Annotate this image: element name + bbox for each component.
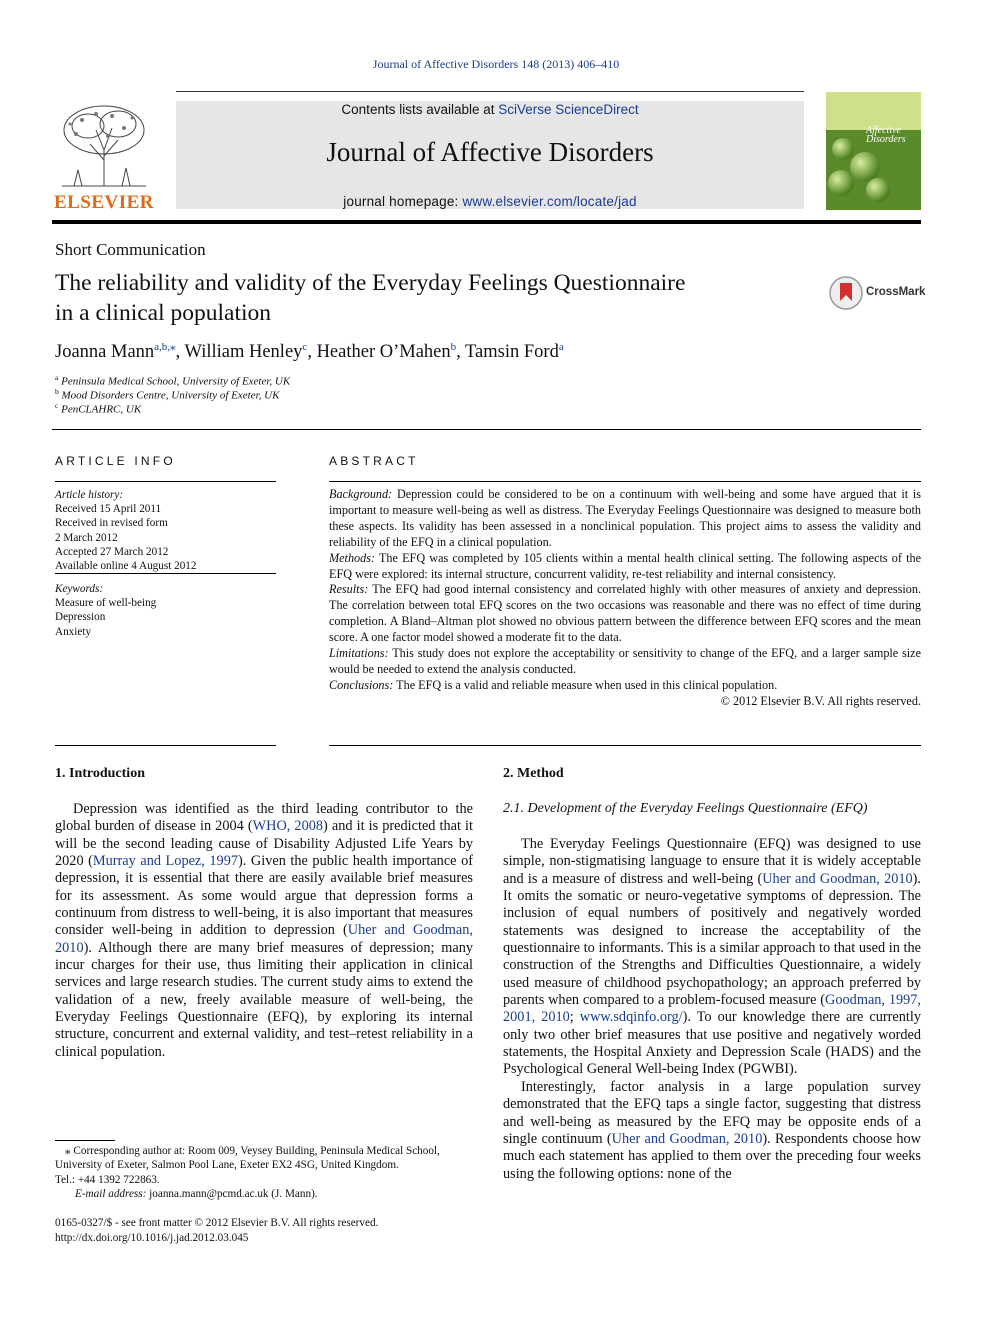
abstract-heading: ABSTRACT [329, 454, 419, 468]
body-text: ). Respondents choose how much each statement has applied to them over the preceding four weeks using the following options: none of the [503, 1130, 921, 1182]
journal-cover[interactable] [826, 92, 921, 210]
journal-citation[interactable]: Journal of Affective Disorders 148 (2013) 406–410 [372, 57, 620, 71]
reference-link[interactable]: WHO, 2008 [252, 818, 324, 835]
keyword[interactable]: Anxiety [55, 625, 92, 638]
abstract-label: Conclusions: [329, 677, 394, 692]
history-item: Available online 4 August 2012 [55, 560, 197, 573]
method-body [503, 836, 921, 1183]
history-item: Received in revised form [55, 517, 168, 530]
email-line [55, 1187, 473, 1201]
telephone: Tel.: +44 1392 722863. [55, 1173, 160, 1186]
homepage-link[interactable]: www.elsevier.com/locate/jad [462, 194, 637, 209]
abstract-text: This study does not explore the acceptability or sensitivity to change of the EFQ, and a larger sample size would be needed to extend the analysis conducted. [329, 646, 922, 676]
reference-link[interactable]: Uher and Goodman, 2010 [762, 870, 913, 887]
abstract-text: The EFQ had good internal consistency and correlated highly with other measures of anxiety and depression. The correlation between total EFQ scores on the two occasions was reasonable and there was no effect of time during completion. A Bland–Altman plot showed no obvious pattern between the difference between EFQ scores and the mean score. A one factor model showed a moderate fit to the data. [329, 582, 921, 645]
author-affiliation-mark[interactable]: a,b, [154, 341, 171, 353]
author-affiliation-mark[interactable]: a [558, 341, 564, 353]
author-name[interactable]: Joanna Mann [55, 342, 155, 363]
affiliation [55, 401, 141, 416]
article-info-bottom-rule [55, 745, 276, 746]
article-info-rule [55, 481, 276, 482]
homepage-prefix: journal homepage: [343, 194, 463, 209]
crossmark-label: CrossMark [866, 286, 926, 298]
abstract-results [329, 582, 921, 646]
affiliation-key: b [55, 387, 59, 396]
body-text: ). To our knowledge there are currently only two other brief measures that use positive and negatively worded statements, the Hospital Anxiety and Depression Scale (HADS) and the Psychological General Well-being Index (PGWBI). [503, 1009, 921, 1078]
email-label: E-mail address: [75, 1187, 147, 1200]
abstract-label: Methods: [329, 550, 376, 565]
cover-sphere [866, 178, 890, 202]
article-history [55, 488, 196, 573]
introduction-paragraph [55, 801, 473, 1061]
keyword[interactable]: Measure of well-being [55, 597, 157, 610]
elsevier-wordmark: ELSEVIER [53, 192, 155, 213]
body-text: ) and it is predicted that it will be the second leading cause of Disability Adjusted Life Years by 2020 ( [55, 818, 473, 870]
keywords-block [55, 582, 156, 639]
history-label: Article history: [55, 489, 124, 501]
affiliation [55, 387, 279, 402]
author-name[interactable]: William Henley [184, 342, 303, 363]
reference-link[interactable]: Uher and Goodman, 2010 [611, 1130, 763, 1147]
crossmark-icon [828, 275, 864, 311]
sdqinfo-link[interactable]: www.sdqinfo.org/ [579, 1009, 683, 1026]
body-text: ; [569, 1009, 580, 1026]
article-type: Short Communication [55, 240, 206, 259]
sciencedirect-link[interactable]: SciVerse ScienceDirect [498, 102, 639, 117]
author-affiliation-mark[interactable]: b [450, 341, 457, 353]
footnote-rule [55, 1140, 115, 1141]
contents-prefix: Contents lists available at [341, 102, 499, 117]
author-name[interactable]: Heather O’Mahen [316, 342, 451, 363]
article-title [55, 268, 815, 328]
corresponding-author: ⁎ Corresponding author at: Room 009, Veysey Building, Peninsula Medical School, University of Exeter, Salmon Pool Lane, Exeter EX2 4SG, United Kingdom. [55, 1145, 440, 1172]
abstract-rule [329, 481, 921, 482]
abstract-text: The EFQ was completed by 105 clients within a mental health clinical setting. The following aspects of the EFQ were explored: its internal structure, concurrent validity, re-test reliability and internal consistency. [329, 550, 921, 581]
section-heading-method: 2. Method [503, 766, 564, 781]
author-name[interactable]: Tamsin Ford [465, 342, 559, 363]
abstract-copyright: © 2012 Elsevier B.V. All rights reserved. [720, 693, 921, 708]
homepage-line [176, 194, 804, 209]
abstract-label: Limitations: [329, 646, 389, 661]
abstract-limitations [329, 646, 921, 678]
history-item: 2 March 2012 [55, 531, 118, 544]
header-thick-rule [52, 220, 921, 224]
elsevier-logo[interactable] [52, 100, 156, 212]
abstract-body [329, 487, 921, 710]
cover-sphere [832, 138, 854, 160]
email-address[interactable]: joanna.mann@pcmd.ac.uk (J. Mann). [146, 1187, 318, 1200]
method-paragraph [503, 836, 921, 1079]
journal-name: Journal of Affective Disorders [326, 137, 654, 167]
doi-link[interactable]: http://dx.doi.org/10.1016/j.jad.2012.03.045 [55, 1231, 249, 1244]
section-heading-introduction: 1. Introduction [55, 766, 145, 781]
contents-line [176, 102, 804, 117]
footnote [55, 1144, 473, 1201]
subsection-heading: 2.1. Development of the Everyday Feelings Questionnaire (EFQ) [503, 801, 868, 816]
affiliation-key: c [55, 401, 59, 410]
introduction-body [55, 801, 473, 1061]
page-footer [55, 1216, 378, 1245]
reference-link[interactable]: Goodman, 1997, 2001, 2010 [503, 992, 921, 1026]
reference-link[interactable]: Murray and Lopez, 1997 [92, 853, 239, 870]
cover-sphere [828, 170, 854, 196]
corresponding-mark[interactable]: ⁎ [170, 341, 176, 353]
affiliation-text: PenCLAHRC, UK [61, 403, 142, 416]
reference-link[interactable]: Uher and Goodman, 2010 [55, 922, 473, 956]
body-text: The Everyday Feelings Questionnaire (EFQ) was designed to use simple, non-stigmatising language to ensure that it is widely acceptable and is a measure of distress and well-being ( [503, 836, 921, 887]
crossmark-badge[interactable] [828, 275, 928, 311]
tree-logo-icon [52, 100, 156, 188]
body-text: Interestingly, factor analysis in a large population survey demonstrated that the EFQ taps a single factor, suggesting that distress and well-being as measured by the EFQ may be opposite ends of a single continuum ( [503, 1078, 921, 1147]
history-item: Received 15 April 2011 [55, 503, 162, 516]
body-text: ). Although there are many brief measures of depression; many incur charges for their use, thus limiting their application in clinical services and large research studies. The current study aims to extend the validation of a new, freely available measure of well-being, the Everyday Feelings Questionnaire (EFQ), by exploring its internal structure, concurrent and external validity, and test–retest reliability in a clinical population. [55, 939, 473, 1060]
issn-line: 0165-0327/$ - see front matter © 2012 Elsevier B.V. All rights reserved. [55, 1217, 379, 1229]
author-separator: , [175, 342, 185, 363]
keywords-label: Keywords: [55, 583, 104, 595]
abstract-background [329, 487, 921, 551]
author-affiliation-mark[interactable]: c [302, 341, 308, 353]
keyword[interactable]: Depression [55, 611, 106, 624]
body-text: Depression was identified as the third leading contributor to the global burden of disease in 2004 ( [55, 801, 473, 835]
header-rule [176, 91, 804, 92]
abstract-text: The EFQ is a valid and reliable measure when used in this clinical population. [396, 677, 778, 692]
abstract-text: Depression could be considered to be on a continuum with well-being and some have argued that it is important to measure well-being as well as distress. The Everyday Feelings Questionnaire was designed to measure both these aspects. Its validity has been assessed in a nonclinical population. This project aims to assess the validity and reliability of the EFQ in a clinical population. [329, 487, 921, 549]
journal-banner [176, 101, 804, 209]
title-line-1: The reliability and validity of the Everyday Feelings Questionnaire [55, 270, 686, 296]
abstract-label: Results: [329, 582, 369, 597]
affiliation-text: Peninsula Medical School, University of Exeter, UK [61, 375, 291, 388]
author-separator: , [456, 342, 466, 363]
method-paragraph [503, 1079, 921, 1183]
abstract-label: Background: [329, 487, 393, 501]
cover-title: Affective Disorders [866, 125, 906, 145]
affiliation-key: a [55, 373, 59, 382]
body-text: ). Given the public health importance of depression, it is essential that there are easily available brief measures for its assessment. As some would argue that depression forms a continuum from distress to well-being, it is also important that measures consider well-being in addition to depression ( [55, 853, 473, 939]
article-info-heading: ARTICLE INFO [55, 454, 176, 468]
body-text: ). It omits the somatic or neuro-vegetative symptoms of depression. The inclusion of equal numbers of positively and negatively worded statements was designed to increase the acceptability of the questionnaire to informants. This is a similar approach to that used in the construction of the Strengths and Difficulties Questionnaire, a widely used measure of childhood psychopathology; an approach preferred by parents when compared to a problem-focused measure ( [503, 870, 922, 1009]
abstract-conclusions [329, 678, 921, 694]
affiliation-rule [52, 429, 921, 430]
history-rule [55, 573, 276, 574]
author-separator: , [307, 342, 317, 363]
author-list [55, 340, 564, 363]
history-item: Accepted 27 March 2012 [55, 545, 169, 558]
title-line-2: in a clinical population [55, 300, 272, 326]
affiliation-text: Mood Disorders Centre, University of Exeter, UK [61, 389, 280, 402]
abstract-bottom-rule [329, 745, 921, 746]
affiliation [55, 373, 290, 388]
abstract-methods [329, 551, 921, 583]
